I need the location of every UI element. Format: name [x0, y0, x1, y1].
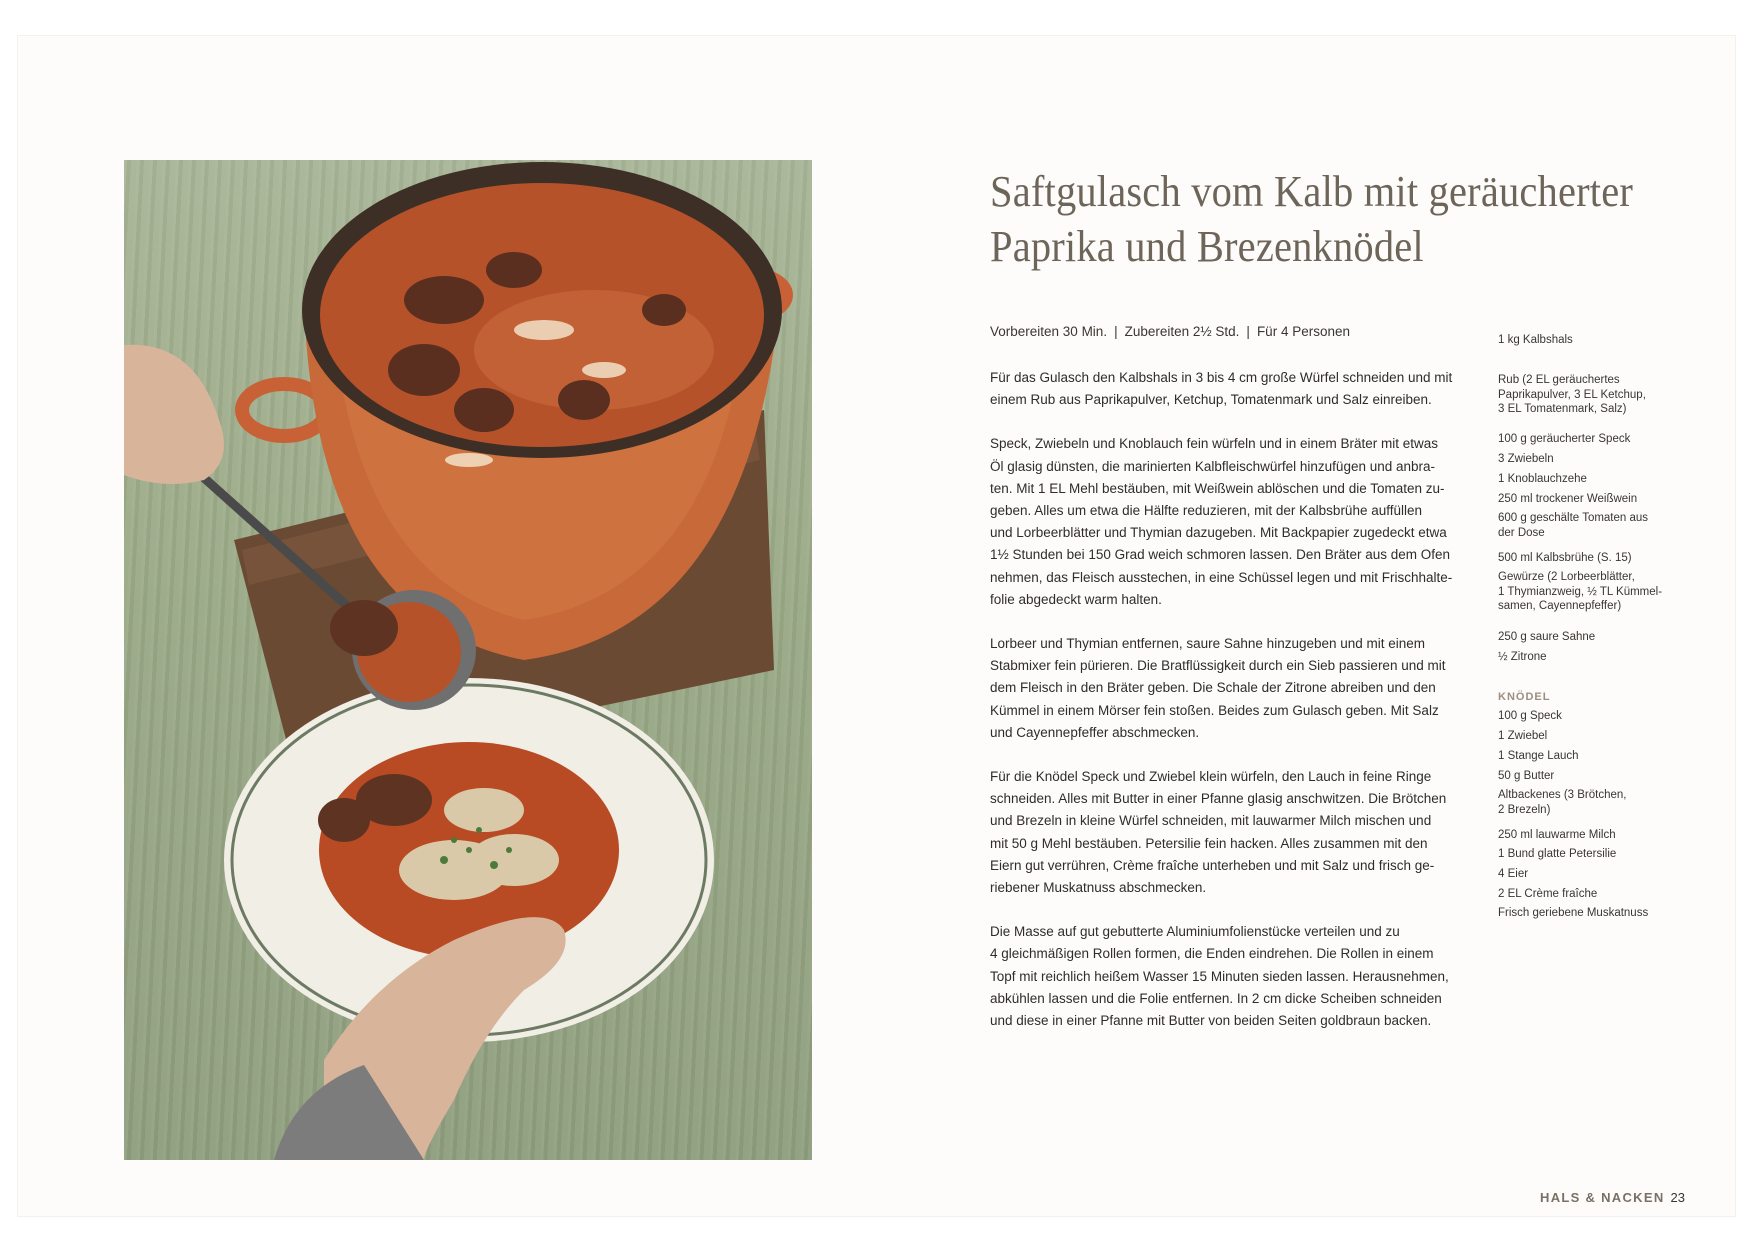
- ingredient-item: 600 g geschälte Tomaten aus der Dose: [1498, 512, 1649, 539]
- ingredient-item: 250 ml trockener Weißwein: [1498, 493, 1638, 505]
- dumpling-ingredient-item: 1 Zwiebel: [1498, 730, 1548, 742]
- recipe-title-line-1: Saftgulasch vom Kalb mit geräucherter: [990, 167, 1634, 216]
- recipe-title: [990, 164, 1652, 274]
- dumpling-ingredient-item: 2 EL Crème fraîche: [1498, 888, 1598, 900]
- instruction-step: Speck, Zwiebeln und Knoblauch fein würfeln und in einem Bräter mit etwas Öl glasig dünsten, die marinierten Kalbfleischwürfel hinzufügen und anbra- ten. Mit 1 EL Mehl bestäuben, mit Weißwein ablöschen und die Tomaten zu- geben. Alles um etwa die Hälfte reduzieren, mit der Kalbsbrühe auffüllen und Lorbeerblätter und Thymian dazugeben. Mit Backpapier zugedeckt etwa 1½ Stunden bei 150 Grad weich schmoren lassen. Den Bräter aus dem Ofen nehmen, das Fleisch ausstechen, in eine Schüssel legen und mit Frischhalte- folie abgedeckt warm halten.: [990, 436, 1453, 607]
- instruction-step: Die Masse auf gut gebutterte Aluminiumfolienstücke verteilen und zu 4 gleichmäßigen Rollen formen, die Enden eindrehen. Die Rollen in einem Topf mit reichlich heißem Wasser 15 Minuten sieden lassen. Herausnehmen, abkühlen lassen und die Folie entfernen. In 2 cm dicke Scheiben schneiden und diese in einer Pfanne mit Butter von beiden Seiten goldbraun backen.: [990, 924, 1449, 1029]
- ingredient-item: Gewürze (2 Lorbeerblätter, 1 Thymianzweig, ½ TL Kümmel- samen, Cayennepfeffer): [1498, 571, 1663, 612]
- servings: Für 4 Personen: [1256, 324, 1350, 339]
- dumplings-heading: KNÖDEL: [1498, 691, 1551, 703]
- dumpling-ingredient-item: 50 g Butter: [1498, 770, 1555, 782]
- ingredient-item: 250 g saure Sahne: [1498, 631, 1596, 643]
- ingredient-item: 500 ml Kalbsbrühe (S. 15): [1498, 552, 1632, 564]
- instructions: [990, 367, 1460, 1054]
- ingredient-item: 3 Zwiebeln: [1498, 453, 1554, 465]
- ingredient-item: 1 Knoblauchzehe: [1498, 473, 1587, 485]
- goulash-photo-illustration: [124, 160, 812, 1160]
- ingredient-item: 100 g geräucherter Speck: [1498, 433, 1631, 445]
- recipe-title-line-2: Paprika und Brezenknödel: [990, 222, 1424, 271]
- prep-time: Vorbereiten 30 Min.: [990, 324, 1108, 339]
- recipe-meta: [990, 324, 1350, 339]
- dumpling-ingredient-item: 100 g Speck: [1498, 710, 1562, 722]
- meta-separator: |: [1114, 324, 1118, 339]
- ladle-meat: [330, 600, 398, 656]
- ingredient-item: ½ Zitrone: [1498, 651, 1547, 663]
- dumpling-ingredient-item: 250 ml lauwarme Milch: [1498, 829, 1616, 841]
- dumpling-ingredient-item: Altbackenes (3 Brötchen, 2 Brezeln): [1498, 789, 1627, 816]
- page-footer: [1540, 1190, 1685, 1205]
- instruction-step: Für die Knödel Speck und Zwiebel klein würfeln, den Lauch in feine Ringe schneiden. Alles mit Butter in einer Pfanne glasig anschwitzen. Die Brötchen und Brezeln in kleine Würfel schneiden, mit lauwarmer Milch mischen und mit 50 g Mehl bestäuben. Petersilie fein hacken. Alles zusammen mit den Eiern gut verrühren, Crème fraîche unterheben und mit Salz und frisch ge- riebener Muskatnuss abschmecken.: [990, 769, 1447, 896]
- instruction-step: Für das Gulasch den Kalbshals in 3 bis 4 cm große Würfel schneiden und mit einem Rub aus Paprikapulver, Ketchup, Tomatenmark und Salz einreiben.: [990, 370, 1453, 408]
- dumpling-ingredient-item: 1 Bund glatte Petersilie: [1498, 848, 1617, 860]
- page-number: 23: [1670, 1190, 1685, 1205]
- book-page: [18, 36, 1735, 1216]
- cook-time: Zubereiten 2½ Std.: [1124, 324, 1240, 339]
- meta-separator: |: [1246, 324, 1250, 339]
- hand-left: [124, 345, 224, 484]
- dumpling-ingredient-item: Frisch geriebene Muskatnuss: [1498, 907, 1649, 919]
- food-photo: [124, 160, 812, 1160]
- instruction-step: Lorbeer und Thymian entfernen, saure Sahne hinzugeben und mit einem Stabmixer fein pürieren. Die Bratflüssigkeit durch ein Sieb passieren und mit dem Fleisch in den Bräter geben. Die Schale der Zitrone abreiben und den Kümmel in einem Mörser fein stoßen. Beides zum Gulasch geben. Mit Salz und Cayennepfeffer abschmecken.: [990, 636, 1446, 740]
- dumpling-ingredient-item: 1 Stange Lauch: [1498, 750, 1579, 762]
- ingredient-item: Rub (2 EL geräuchertes Paprikapulver, 3 EL Ketchup, 3 EL Tomatenmark, Salz): [1498, 374, 1646, 415]
- section-name: HALS & NACKEN: [1540, 1190, 1665, 1205]
- ingredient-item: 1 kg Kalbshals: [1498, 334, 1573, 346]
- dumpling-ingredient-item: 4 Eier: [1498, 868, 1529, 880]
